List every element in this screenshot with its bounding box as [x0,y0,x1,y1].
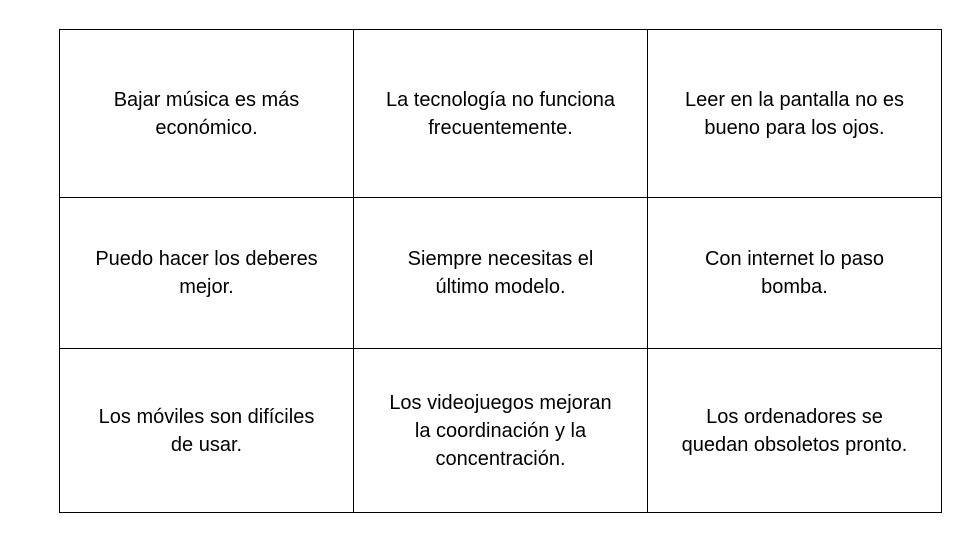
statement-cards-table [59,29,942,513]
card-cell [648,349,942,513]
card-text-line: económico. [155,116,258,139]
card-cell [60,30,354,198]
card-text-line: Los ordenadores se [706,405,883,428]
card-text-line: concentración. [435,447,566,470]
card-text-line: bomba. [761,276,828,298]
card-text-line: Bajar música es más [113,88,300,111]
card-text-line: último modelo. [435,276,566,298]
table-row [60,349,942,513]
card-text-line: quedan obsoletos pronto. [681,433,908,456]
card-cell [648,30,942,198]
card-cell [60,198,354,349]
card-text-line: Siempre necesitas el [407,248,594,270]
card-cell [354,349,648,513]
card-text-line: frecuentemente. [428,116,573,139]
card-text-line: Leer en la pantalla no es [684,88,905,111]
table-row [60,198,942,349]
card-cell [354,30,648,198]
card-cell [354,198,648,349]
card-text-line: Puedo hacer los deberes [95,248,318,270]
card-text-line: la coordinación y la [414,419,587,442]
table-row [60,30,942,198]
card-text-line: bueno para los ojos. [704,116,885,139]
card-text-line: Los móviles son difíciles [98,405,315,428]
card-text-line: mejor. [179,276,234,298]
card-text-line: Los videojuegos mejoran [389,391,612,414]
card-cell [648,198,942,349]
card-text-line: de usar. [170,433,243,456]
card-text-line: La tecnología no funciona [385,88,616,111]
card-cell [60,349,354,513]
card-text-line: Con internet lo paso [704,248,884,270]
